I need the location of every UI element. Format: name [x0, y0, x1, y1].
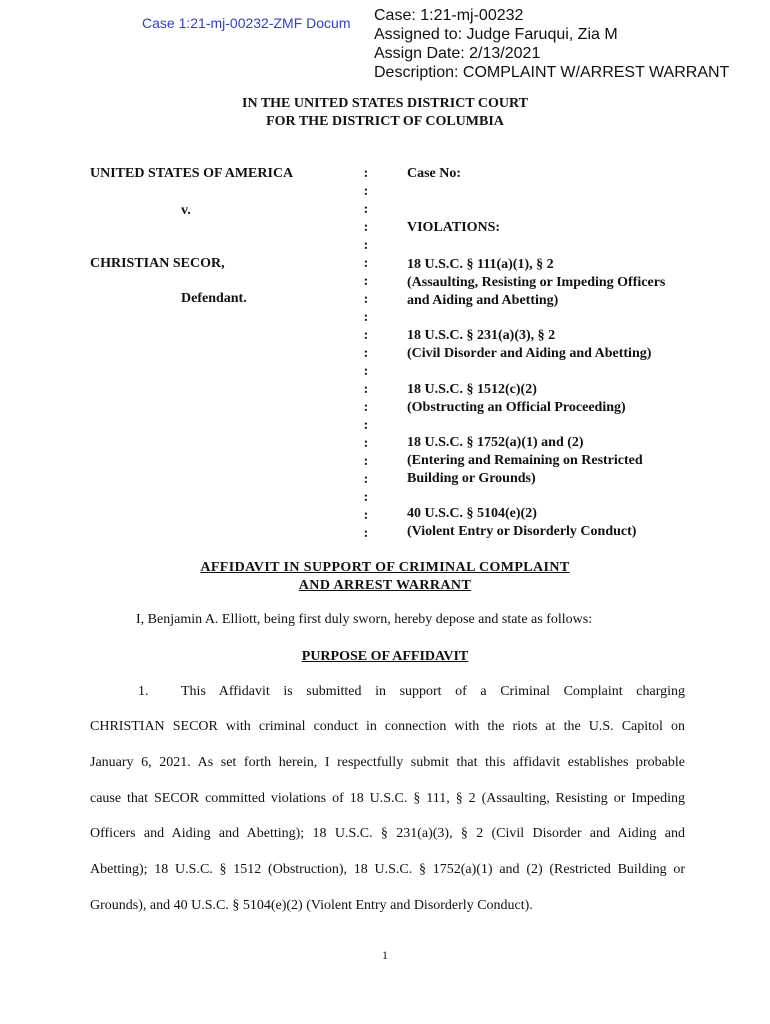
paragraph-line: This Affidavit is submitted in support of a Criminal Complaint charging: [181, 684, 685, 699]
violation-desc: (Obstructing an Official Proceeding): [407, 400, 626, 415]
caption-colon: :: [363, 166, 369, 181]
caption-colon: :: [363, 454, 369, 469]
caption-colon: :: [363, 220, 369, 235]
violation-desc: (Violent Entry or Disorderly Conduct): [407, 524, 637, 539]
caption-colon: :: [363, 274, 369, 289]
violation-desc: Building or Grounds): [407, 471, 536, 486]
defendant-name: CHRISTIAN SECOR,: [90, 256, 225, 271]
affidavit-title-line1: AFFIDAVIT IN SUPPORT OF CRIMINAL COMPLAINT: [200, 560, 570, 575]
caption-colon: :: [363, 382, 369, 397]
caption-colon: :: [363, 184, 369, 199]
assigned-judge-stamp: Assigned to: Judge Faruqui, Zia M: [374, 26, 618, 43]
section-heading: PURPOSE OF AFFIDAVIT: [301, 649, 469, 664]
caption-colon: :: [363, 436, 369, 451]
paragraph-line: Officers and Aiding and Abetting); 18 U.S.C. § 231(a)(3), § 2 (Civil Disorder and Aiding and: [90, 826, 685, 841]
page-number: 1: [382, 948, 388, 962]
paragraph-line: Abetting); 18 U.S.C. § 1512 (Obstruction), 18 U.S.C. § 1752(a)(1) and (2) (Restricted Building or: [90, 862, 685, 877]
caption-colon: :: [363, 472, 369, 487]
caption-colon: :: [363, 418, 369, 433]
caption-colon: :: [363, 346, 369, 361]
assign-date-stamp: Assign Date: 2/13/2021: [374, 45, 541, 62]
violation-item: [407, 505, 636, 541]
violation-item: [407, 434, 643, 488]
violation-code: 18 U.S.C. § 1752(a)(1) and (2): [407, 435, 584, 450]
caption-colon: :: [363, 238, 369, 253]
caption-colon: :: [363, 292, 369, 307]
affidavit-title-line2: AND ARREST WARRANT: [298, 578, 472, 593]
violation-code: 18 U.S.C. § 231(a)(3), § 2: [407, 328, 556, 343]
caption-colon: :: [363, 256, 369, 271]
paragraph-line: Grounds), and 40 U.S.C. § 5104(e)(2) (Violent Entry and Disorderly Conduct).: [90, 898, 533, 913]
caption-colon: :: [363, 364, 369, 379]
case-no-label: Case No:: [407, 166, 462, 181]
violation-item: [407, 327, 651, 363]
case-number-stamp: Case: 1:21-mj-00232: [374, 7, 524, 24]
caption-colon: :: [363, 328, 369, 343]
caption-colon: :: [363, 490, 369, 505]
violation-desc: and Aiding and Abetting): [407, 293, 559, 308]
violation-desc: (Entering and Remaining on Restricted: [407, 453, 643, 468]
ecf-header-stamp: Case 1:21-mj-00232-ZMF Docum: [142, 15, 351, 31]
violation-code: 18 U.S.C. § 111(a)(1), § 2: [407, 257, 554, 272]
affidavit-intro: I, Benjamin A. Elliott, being first duly sworn, hereby depose and state as follows:: [136, 612, 593, 627]
paragraph-line: January 6, 2021. As set forth herein, I respectfully submit that this affidavit establishes probable: [90, 755, 685, 770]
paragraph-line: cause that SECOR committed violations of 18 U.S.C. § 111, § 2 (Assaulting, Resisting or Impeding: [90, 791, 685, 806]
description-stamp: Description: COMPLAINT W/ARREST WARRANT: [374, 64, 730, 81]
violations-label: VIOLATIONS:: [407, 220, 501, 235]
plaintiff-name: UNITED STATES OF AMERICA: [90, 166, 294, 181]
violation-desc: (Assaulting, Resisting or Impeding Officers: [407, 275, 666, 290]
versus-label: v.: [181, 203, 191, 218]
defendant-role: Defendant.: [181, 291, 247, 306]
caption-colon: :: [363, 526, 369, 541]
caption-colon: :: [363, 400, 369, 415]
violation-item: [407, 381, 626, 417]
violation-code: 18 U.S.C. § 1512(c)(2): [407, 382, 537, 397]
violation-item: [407, 256, 665, 310]
caption-colon: :: [363, 508, 369, 523]
court-title-line2: FOR THE DISTRICT OF COLUMBIA: [266, 114, 504, 129]
paragraph-number: 1.: [138, 684, 149, 699]
caption-colon: :: [363, 202, 369, 217]
court-title-line1: IN THE UNITED STATES DISTRICT COURT: [242, 96, 528, 111]
caption-colon: :: [363, 310, 369, 325]
paragraph-line: CHRISTIAN SECOR with criminal conduct in connection with the riots at the U.S. Capitol on: [90, 719, 685, 734]
violation-desc: (Civil Disorder and Aiding and Abetting): [407, 346, 652, 361]
violation-code: 40 U.S.C. § 5104(e)(2): [407, 506, 537, 521]
